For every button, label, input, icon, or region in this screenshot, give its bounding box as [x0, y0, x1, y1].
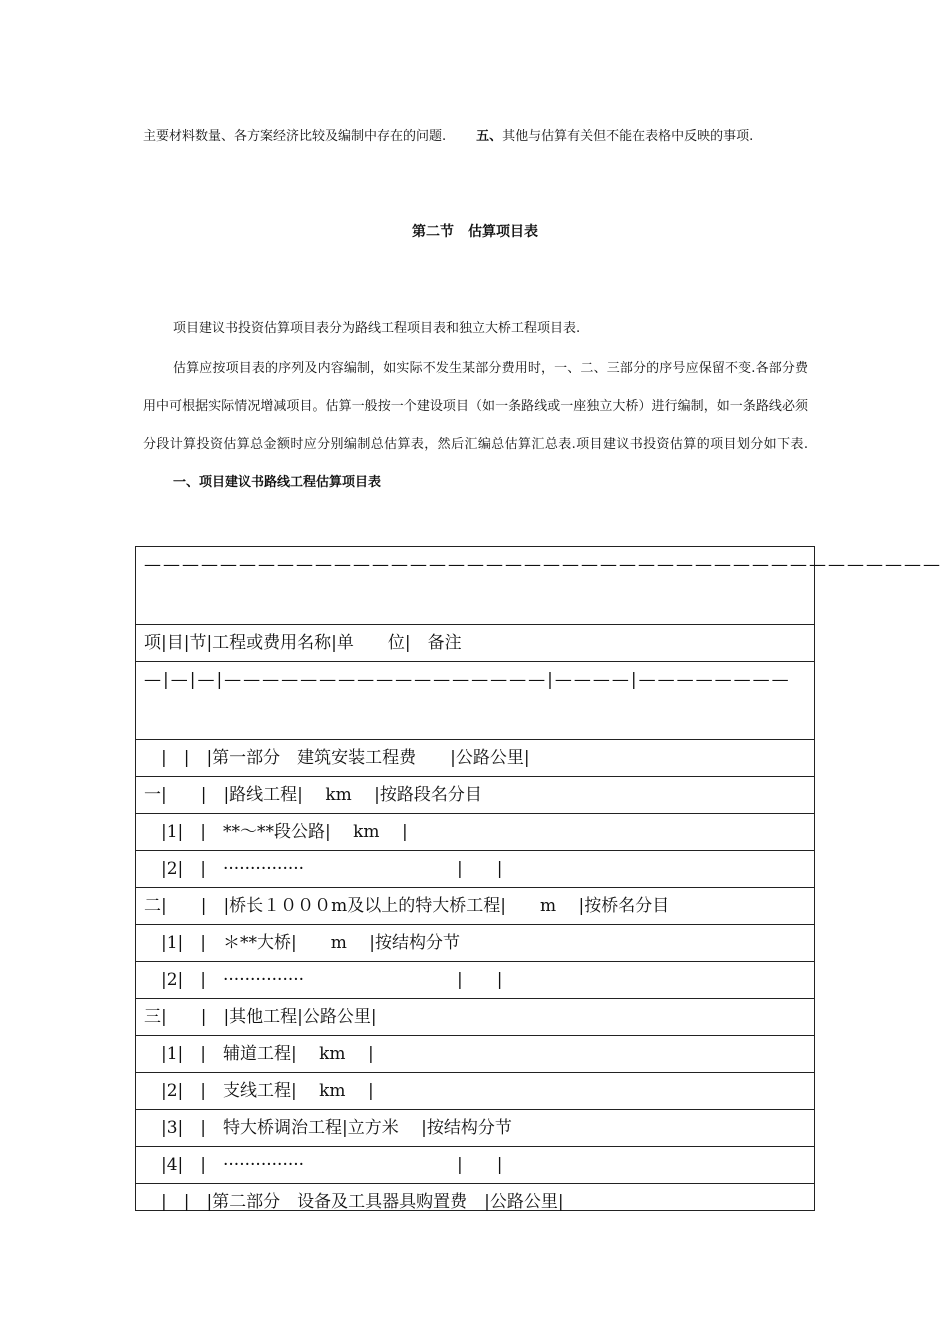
- paragraph-rules-text: 估算应按项目表的序列及内容编制，如实际不发生某部分费用时，一、二、三部分的序号应保留不变.各部分费用中可根据实际情况增减项目。估算一般按一个建设项目（如一条路线或一座独立大桥）进行编制，如一条路线必须分段计算投资估算总金额时应分别编制总估算表，然后汇编总估算汇总表.项目建议书投资估算的项目划分如下表.: [143, 361, 808, 452]
- table-row: | | |第一部分 建筑安装工程费 |公路公里|: [136, 740, 814, 777]
- table-row: —|—|—|—————————————————|————|————————: [136, 662, 814, 740]
- paragraph-rules: [143, 350, 808, 502]
- table-caption: 一、项目建议书路线工程估算项目表: [173, 475, 382, 490]
- paragraph-continued: [143, 118, 808, 156]
- table-row: |1| | **～**段公路| km |: [136, 814, 814, 851]
- table-row: |1| | ＊**大桥| m |按结构分节: [136, 925, 814, 962]
- table-row: |2| | ··············· | |: [136, 851, 814, 888]
- paragraph-text: 主要材料数量、各方案经济比较及编制中存在的问题.: [143, 129, 447, 144]
- table-row: 二| | |桥长１０００m及以上的特大桥工程| m |按桥名分目: [136, 888, 814, 925]
- table-row: | | |第二部分 设备及工具器具购置费 |公路公里|: [144, 1192, 564, 1212]
- paragraph-text-rest: 其他与估算有关但不能在表格中反映的事项.: [502, 129, 754, 144]
- paragraph-intro: 项目建议书投资估算项目表分为路线工程项目表和独立大桥工程项目表.: [173, 321, 581, 336]
- table-row: 一| | |路线工程| km |按路段名分目: [136, 777, 814, 814]
- table-row: |2| | ··············· | |: [136, 962, 814, 999]
- table-row: |3| | 特大桥调治工程|立方米 |按结构分节: [136, 1110, 814, 1147]
- table-row: 项|目|节|工程或费用名称|单 位| 备注: [136, 625, 814, 662]
- estimate-item-table: [135, 546, 942, 1212]
- section-heading: 第二节 估算项目表: [412, 224, 538, 240]
- table-row: ——————————————————————————————————————————: [136, 547, 814, 625]
- table-row: |1| | 辅道工程| km |: [136, 1036, 814, 1073]
- table-row: |4| | ··············· | |: [136, 1147, 814, 1184]
- table-row: |2| | 支线工程| km |: [136, 1073, 814, 1110]
- table-row: 三| | |其他工程|公路公里|: [136, 999, 814, 1036]
- section-number-five: 五、: [476, 129, 503, 144]
